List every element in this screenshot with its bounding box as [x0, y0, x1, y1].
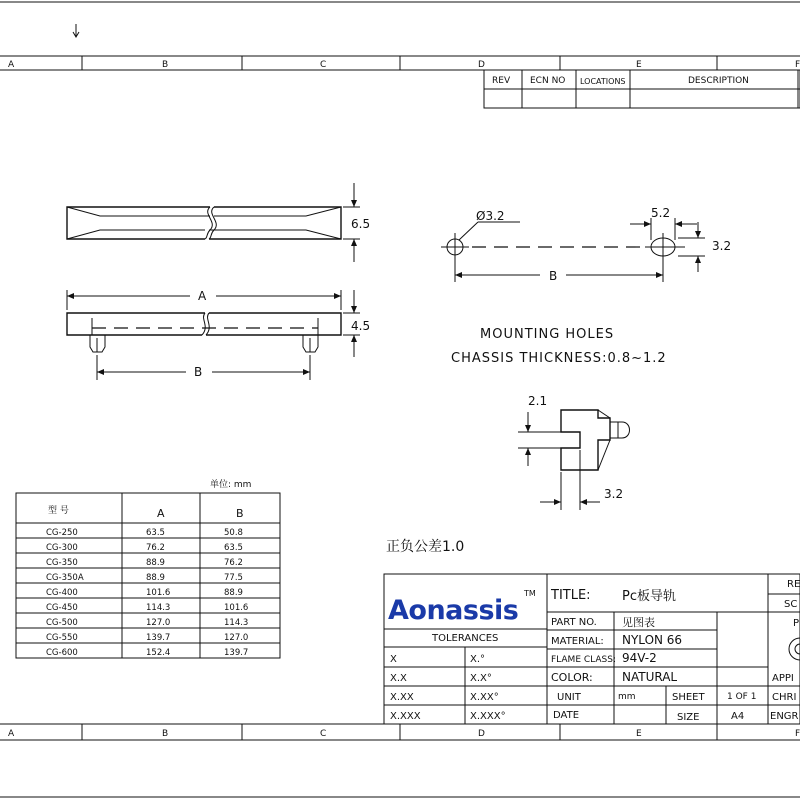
slot-length-label: 5.2: [651, 206, 671, 220]
zone-label: D: [478, 729, 485, 739]
size-table-header-a: A: [157, 507, 165, 520]
flame-class-label: FLAME CLASS:: [551, 655, 616, 665]
hole-diameter-label: Ø3.2: [476, 209, 505, 223]
zone-label: A: [8, 60, 15, 70]
zone-label: E: [636, 729, 642, 739]
size-table-a-cell: 114.3: [146, 603, 171, 613]
size-table-b-cell: 76.2: [224, 558, 243, 568]
size-table-header-model: 型 号: [48, 506, 69, 516]
mounting-holes-view: [441, 206, 731, 283]
date-label: DATE: [553, 710, 580, 721]
size-table-b-cell: 50.8: [224, 528, 243, 538]
unit-note: 单位: mm: [210, 480, 252, 490]
material-value: NYLON 66: [622, 633, 683, 647]
flame-class-value: 94V-2: [622, 651, 657, 665]
dim-a-label: A: [198, 289, 207, 303]
mounting-holes-note: MOUNTING HOLES: [480, 327, 615, 342]
zone-label: B: [162, 60, 169, 70]
engineer-cell: ENGR: [770, 711, 799, 722]
pin-detail-view: [518, 394, 630, 510]
rail-top-view: [67, 183, 370, 262]
material-label: MATERIAL:: [551, 636, 604, 647]
unit-label: UNIT: [557, 692, 581, 703]
pin-dim-top-label: 2.1: [528, 394, 548, 408]
size-table-b-cell: 114.3: [224, 618, 249, 628]
revision-table: [484, 70, 800, 108]
unit-value: mm: [618, 692, 636, 702]
zone-label: B: [162, 729, 169, 739]
size-table-model-cell: CG-600: [46, 648, 78, 658]
checked-cell: CHRI: [772, 692, 797, 703]
side-height-dim-label: 4.5: [351, 319, 371, 333]
size-table-a-cell: 63.5: [146, 528, 165, 538]
trademark-mark: TM: [524, 589, 536, 598]
sheet-value: 1 OF 1: [727, 692, 757, 702]
zone-label: F: [795, 729, 800, 739]
size-table-model-cell: CG-400: [46, 588, 78, 598]
hole-spacing-label: B: [549, 269, 558, 283]
rev-cell: RE: [787, 579, 800, 590]
chassis-thickness-note: CHASSIS THICKNESS:0.8~1.2: [451, 351, 667, 366]
size-table-a-cell: 127.0: [146, 618, 171, 628]
tol-right-4: X.XXX°: [470, 711, 506, 722]
projection-cell: P: [793, 618, 800, 629]
tolerance-note: 正负公差1.0: [386, 539, 465, 555]
size-table-model-cell: CG-350: [46, 558, 78, 568]
color-label: COLOR:: [551, 671, 593, 684]
size-table-b-cell: 101.6: [224, 603, 249, 613]
zone-label: A: [8, 729, 15, 739]
approved-cell: APPI: [772, 673, 794, 684]
tolerances-label: TOLERANCES: [432, 633, 499, 644]
zone-label: C: [320, 60, 327, 70]
size-table-model-cell: CG-250: [46, 528, 78, 538]
part-no-label: PART NO.: [551, 617, 597, 628]
height-dim-label: 6.5: [351, 217, 371, 231]
title-block: [384, 574, 800, 724]
tol-left-3: X.XX: [390, 692, 414, 703]
description-header: DESCRIPTION: [688, 76, 749, 86]
size-table-b-cell: 139.7: [224, 648, 249, 658]
size-table-a-cell: 88.9: [146, 558, 165, 568]
size-table-b-cell: 63.5: [224, 543, 243, 553]
locations-header: LOCATIONS: [580, 77, 626, 86]
bottom-zone-labels: [8, 729, 800, 739]
size-table-b-cell: 77.5: [224, 573, 243, 583]
zone-label: F: [795, 60, 800, 70]
size-table-model-cell: CG-500: [46, 618, 78, 628]
size-table-b-cell: 127.0: [224, 633, 249, 643]
size-table-model-cell: CG-550: [46, 633, 78, 643]
scale-cell: SC: [784, 599, 798, 610]
pin-dim-bottom-label: 3.2: [604, 487, 624, 501]
tol-left-2: X.X: [390, 673, 407, 684]
color-value: NATURAL: [622, 670, 678, 684]
size-table-a-cell: 101.6: [146, 588, 171, 598]
tol-left-4: X.XXX: [390, 711, 421, 722]
rev-header: REV: [492, 76, 511, 86]
size-table-model-cell: CG-300: [46, 543, 78, 553]
size-table-a-cell: 76.2: [146, 543, 165, 553]
size-table: [16, 493, 280, 658]
zone-label: C: [320, 729, 327, 739]
zone-label: E: [636, 60, 642, 70]
company-logo: Aonassis: [388, 595, 519, 626]
size-table-a-cell: 152.4: [146, 648, 171, 658]
zone-label: D: [478, 60, 485, 70]
dim-b-label: B: [194, 365, 203, 379]
size-table-a-cell: 139.7: [146, 633, 171, 643]
size-table-model-cell: CG-350A: [46, 573, 84, 583]
tol-right-3: X.XX°: [470, 692, 499, 703]
tol-right-1: X.°: [470, 654, 486, 665]
tol-left-1: X: [390, 654, 397, 665]
size-table-model-cell: CG-450: [46, 603, 78, 613]
rail-side-view: [67, 289, 370, 380]
slot-width-label: 3.2: [712, 239, 732, 253]
sheet-label: SHEET: [672, 692, 705, 703]
size-value: A4: [731, 711, 745, 722]
title-label: TITLE:: [551, 588, 591, 603]
part-no-value: 见图表: [622, 616, 655, 629]
ecn-header: ECN NO: [530, 76, 566, 86]
top-zone-labels: [8, 60, 800, 70]
size-label: SIZE: [677, 712, 700, 723]
size-table-a-cell: 88.9: [146, 573, 165, 583]
size-table-b-cell: 88.9: [224, 588, 243, 598]
title-value: Pc板导轨: [622, 589, 676, 604]
tol-right-2: X.X°: [470, 673, 492, 684]
size-table-header-b: B: [236, 507, 244, 520]
